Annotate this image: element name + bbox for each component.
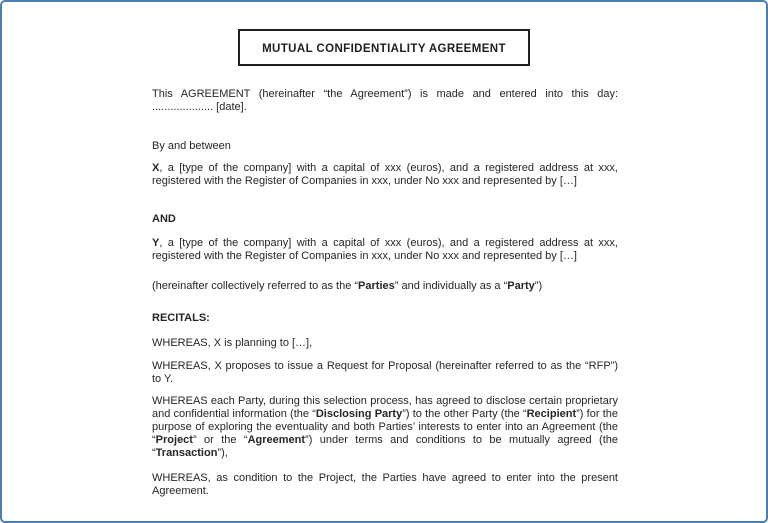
paragraph-whereas-rfp	[152, 360, 618, 386]
text-run: ”) to the other Party (the “	[402, 408, 527, 420]
paragraph-party-y	[152, 237, 618, 263]
text-run: X	[152, 162, 160, 174]
text-run: ”),	[217, 447, 228, 459]
text-run: Y	[152, 237, 160, 249]
text-run: Agreement	[247, 434, 306, 446]
text-run: AND	[152, 213, 176, 225]
document-body	[2, 66, 766, 498]
text-run: WHEREAS, as condition to the Project, the Parties have agreed to enter into the present Agreement.	[152, 472, 618, 497]
text-run: ” or the “	[192, 434, 248, 446]
text-run: WHEREAS each Party, during this selection process, has agreed to disclose certain proprietary and confidential information (the “	[152, 395, 618, 420]
paragraph-by-and-between	[152, 140, 618, 153]
text-run: Party	[507, 280, 535, 292]
text-run: ”)	[534, 280, 543, 292]
paragraph-parties-definition	[152, 280, 618, 293]
paragraph-whereas-disclosure	[152, 395, 618, 460]
text-run: Recipient	[526, 408, 577, 420]
text-run: (hereinafter collectively referred to as the “	[152, 280, 359, 292]
text-run: By and between	[152, 140, 231, 152]
text-run: ” and individually as a “	[394, 280, 508, 292]
paragraph-intro	[152, 88, 618, 114]
text-run: WHEREAS, X is planning to […],	[152, 337, 313, 349]
heading-and	[152, 213, 618, 226]
text-run: This AGREEMENT (hereinafter “the Agreement”) is made and entered into this day: .................... [date].	[152, 88, 618, 113]
text-run: ”) under terms and conditions to be mutually agreed (the “	[152, 434, 618, 459]
text-run: ”) for the purpose of exploring the eventuality and both Parties’ interests to enter into an Agreement (the “	[152, 408, 618, 446]
text-run: Transaction	[155, 447, 218, 459]
text-run: Project	[155, 434, 193, 446]
text-run: , a [type of the company] with a capital of xxx (euros), and a registered address at xxx, registered with the Register of Companies in xxx, under No xxx and represented by […]	[152, 162, 618, 187]
text-run: Parties	[358, 280, 395, 292]
text-run: Disclosing Party	[315, 408, 403, 420]
title-box	[238, 29, 530, 66]
document-title: MUTUAL CONFIDENTIALITY AGREEMENT	[262, 43, 506, 55]
text-run: RECITALS:	[152, 312, 210, 324]
heading-recitals	[152, 312, 618, 325]
paragraph-whereas-planning	[152, 337, 618, 350]
text-run: , a [type of the company] with a capital of xxx (euros), and a registered address at xxx, registered with the Register of Companies in xxx, under No xxx and represented by […]	[152, 237, 618, 262]
text-run: WHEREAS, X proposes to issue a Request for Proposal (hereinafter referred to as the “RFP”) to Y.	[152, 360, 618, 385]
paragraph-whereas-condition	[152, 472, 618, 498]
paragraph-party-x	[152, 162, 618, 188]
